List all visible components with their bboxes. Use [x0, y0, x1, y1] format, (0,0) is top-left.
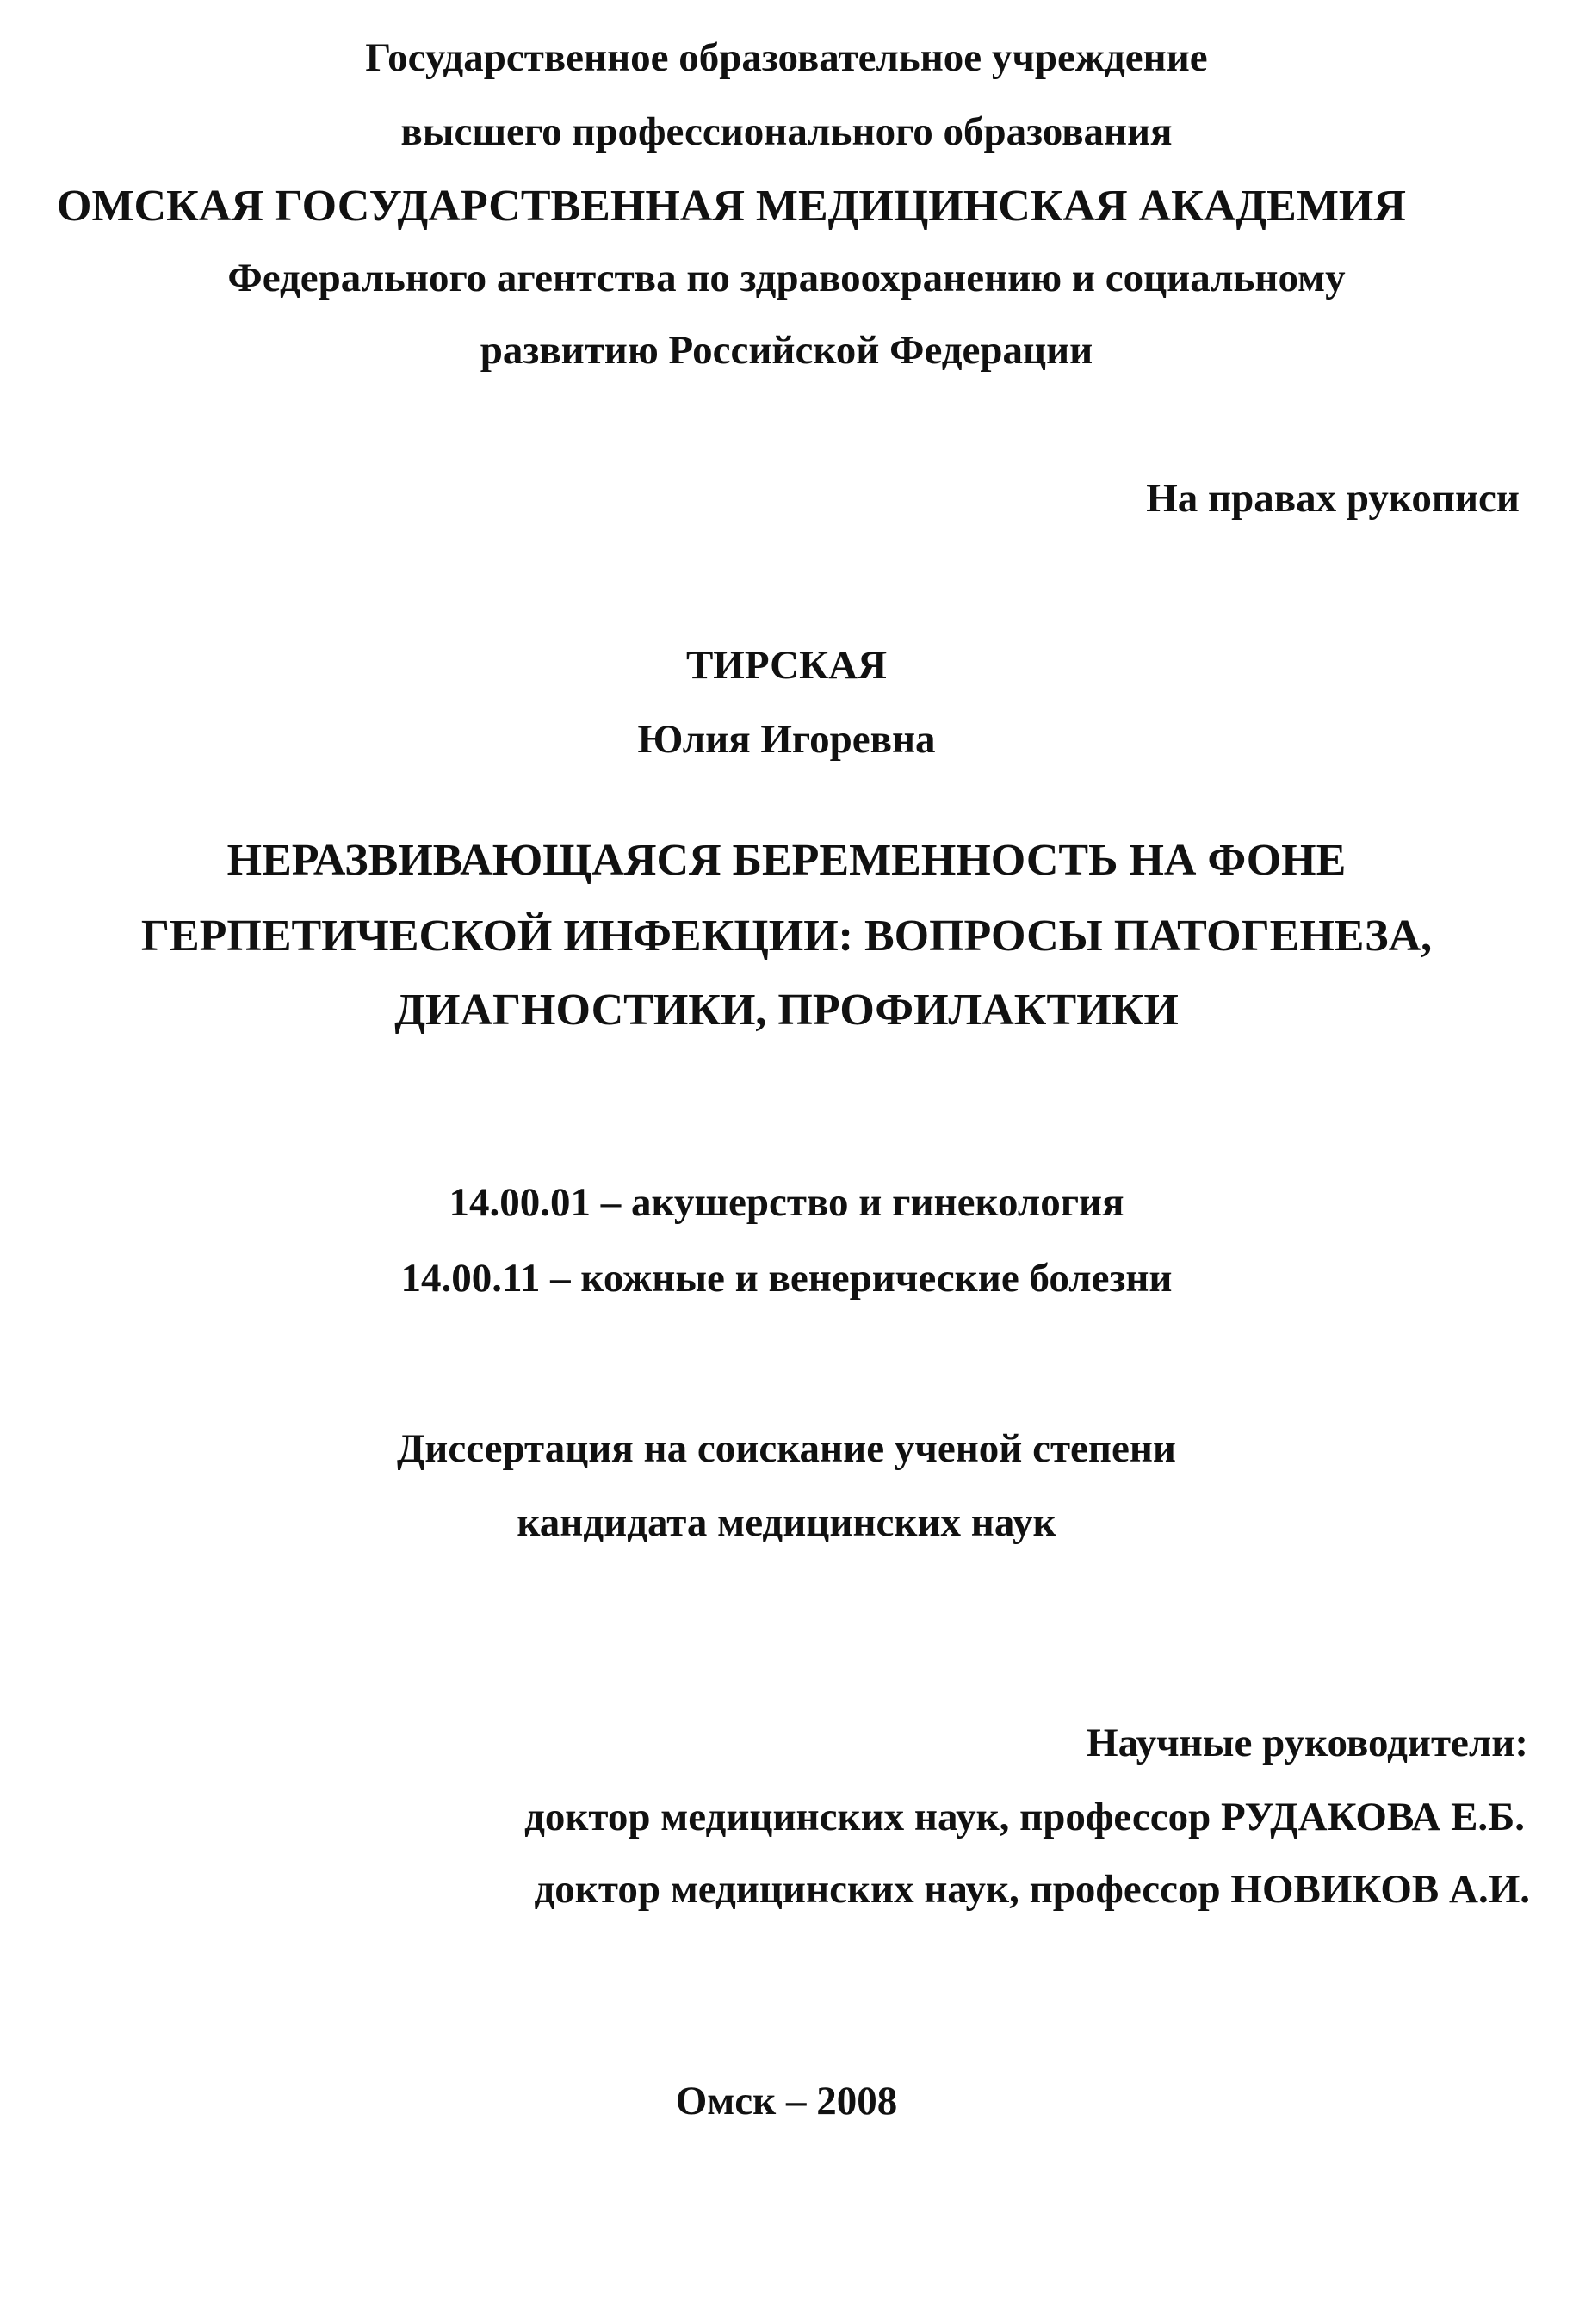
specialty-2: 14.00.11 – кожные и венерические болезни: [400, 1256, 1173, 1301]
supervisors-heading: Научные руководители:: [1087, 1721, 1528, 1765]
degree-line-2: кандидата медицинских наук: [517, 1500, 1056, 1545]
institution-line-4: Федерального агентства по здравоохранению и социальному: [227, 256, 1346, 300]
degree-line-1: Диссертация на соискание ученой степени: [396, 1426, 1177, 1471]
academy-name: ОМСКАЯ ГОСУДАРСТВЕННАЯ МЕДИЦИНСКАЯ АКАДЕМИЯ: [57, 182, 1406, 231]
supervisor-2: доктор медицинских наук, профессор НОВИКОВ А.И.: [534, 1867, 1530, 1912]
author-given-names: Юлия Игоревна: [637, 717, 936, 762]
institution-line-5: развитию Российской Федерации: [480, 328, 1093, 373]
institution-line-1: Государственное образовательное учреждение: [365, 35, 1208, 80]
supervisor-1: доктор медицинских наук, профессор РУДАКОВА Е.Б.: [524, 1795, 1525, 1839]
specialty-1: 14.00.01 – акушерство и гинекология: [449, 1180, 1124, 1225]
thesis-title-line-3: ДИАГНОСТИКИ, ПРОФИЛАКТИКИ: [394, 986, 1179, 1035]
place-and-year: Омск – 2008: [675, 2079, 898, 2123]
thesis-title-line-1: НЕРАЗВИВАЮЩАЯСЯ БЕРЕМЕННОСТЬ НА ФОНЕ: [226, 836, 1347, 885]
thesis-title-line-2: ГЕРПЕТИЧЕСКОЙ ИНФЕКЦИИ: ВОПРОСЫ ПАТОГЕНЕЗА,: [140, 912, 1433, 961]
manuscript-note: На правах рукописи: [1146, 476, 1520, 521]
institution-line-2: высшего профессионального образования: [400, 109, 1173, 154]
author-surname: ТИРСКАЯ: [685, 643, 888, 688]
